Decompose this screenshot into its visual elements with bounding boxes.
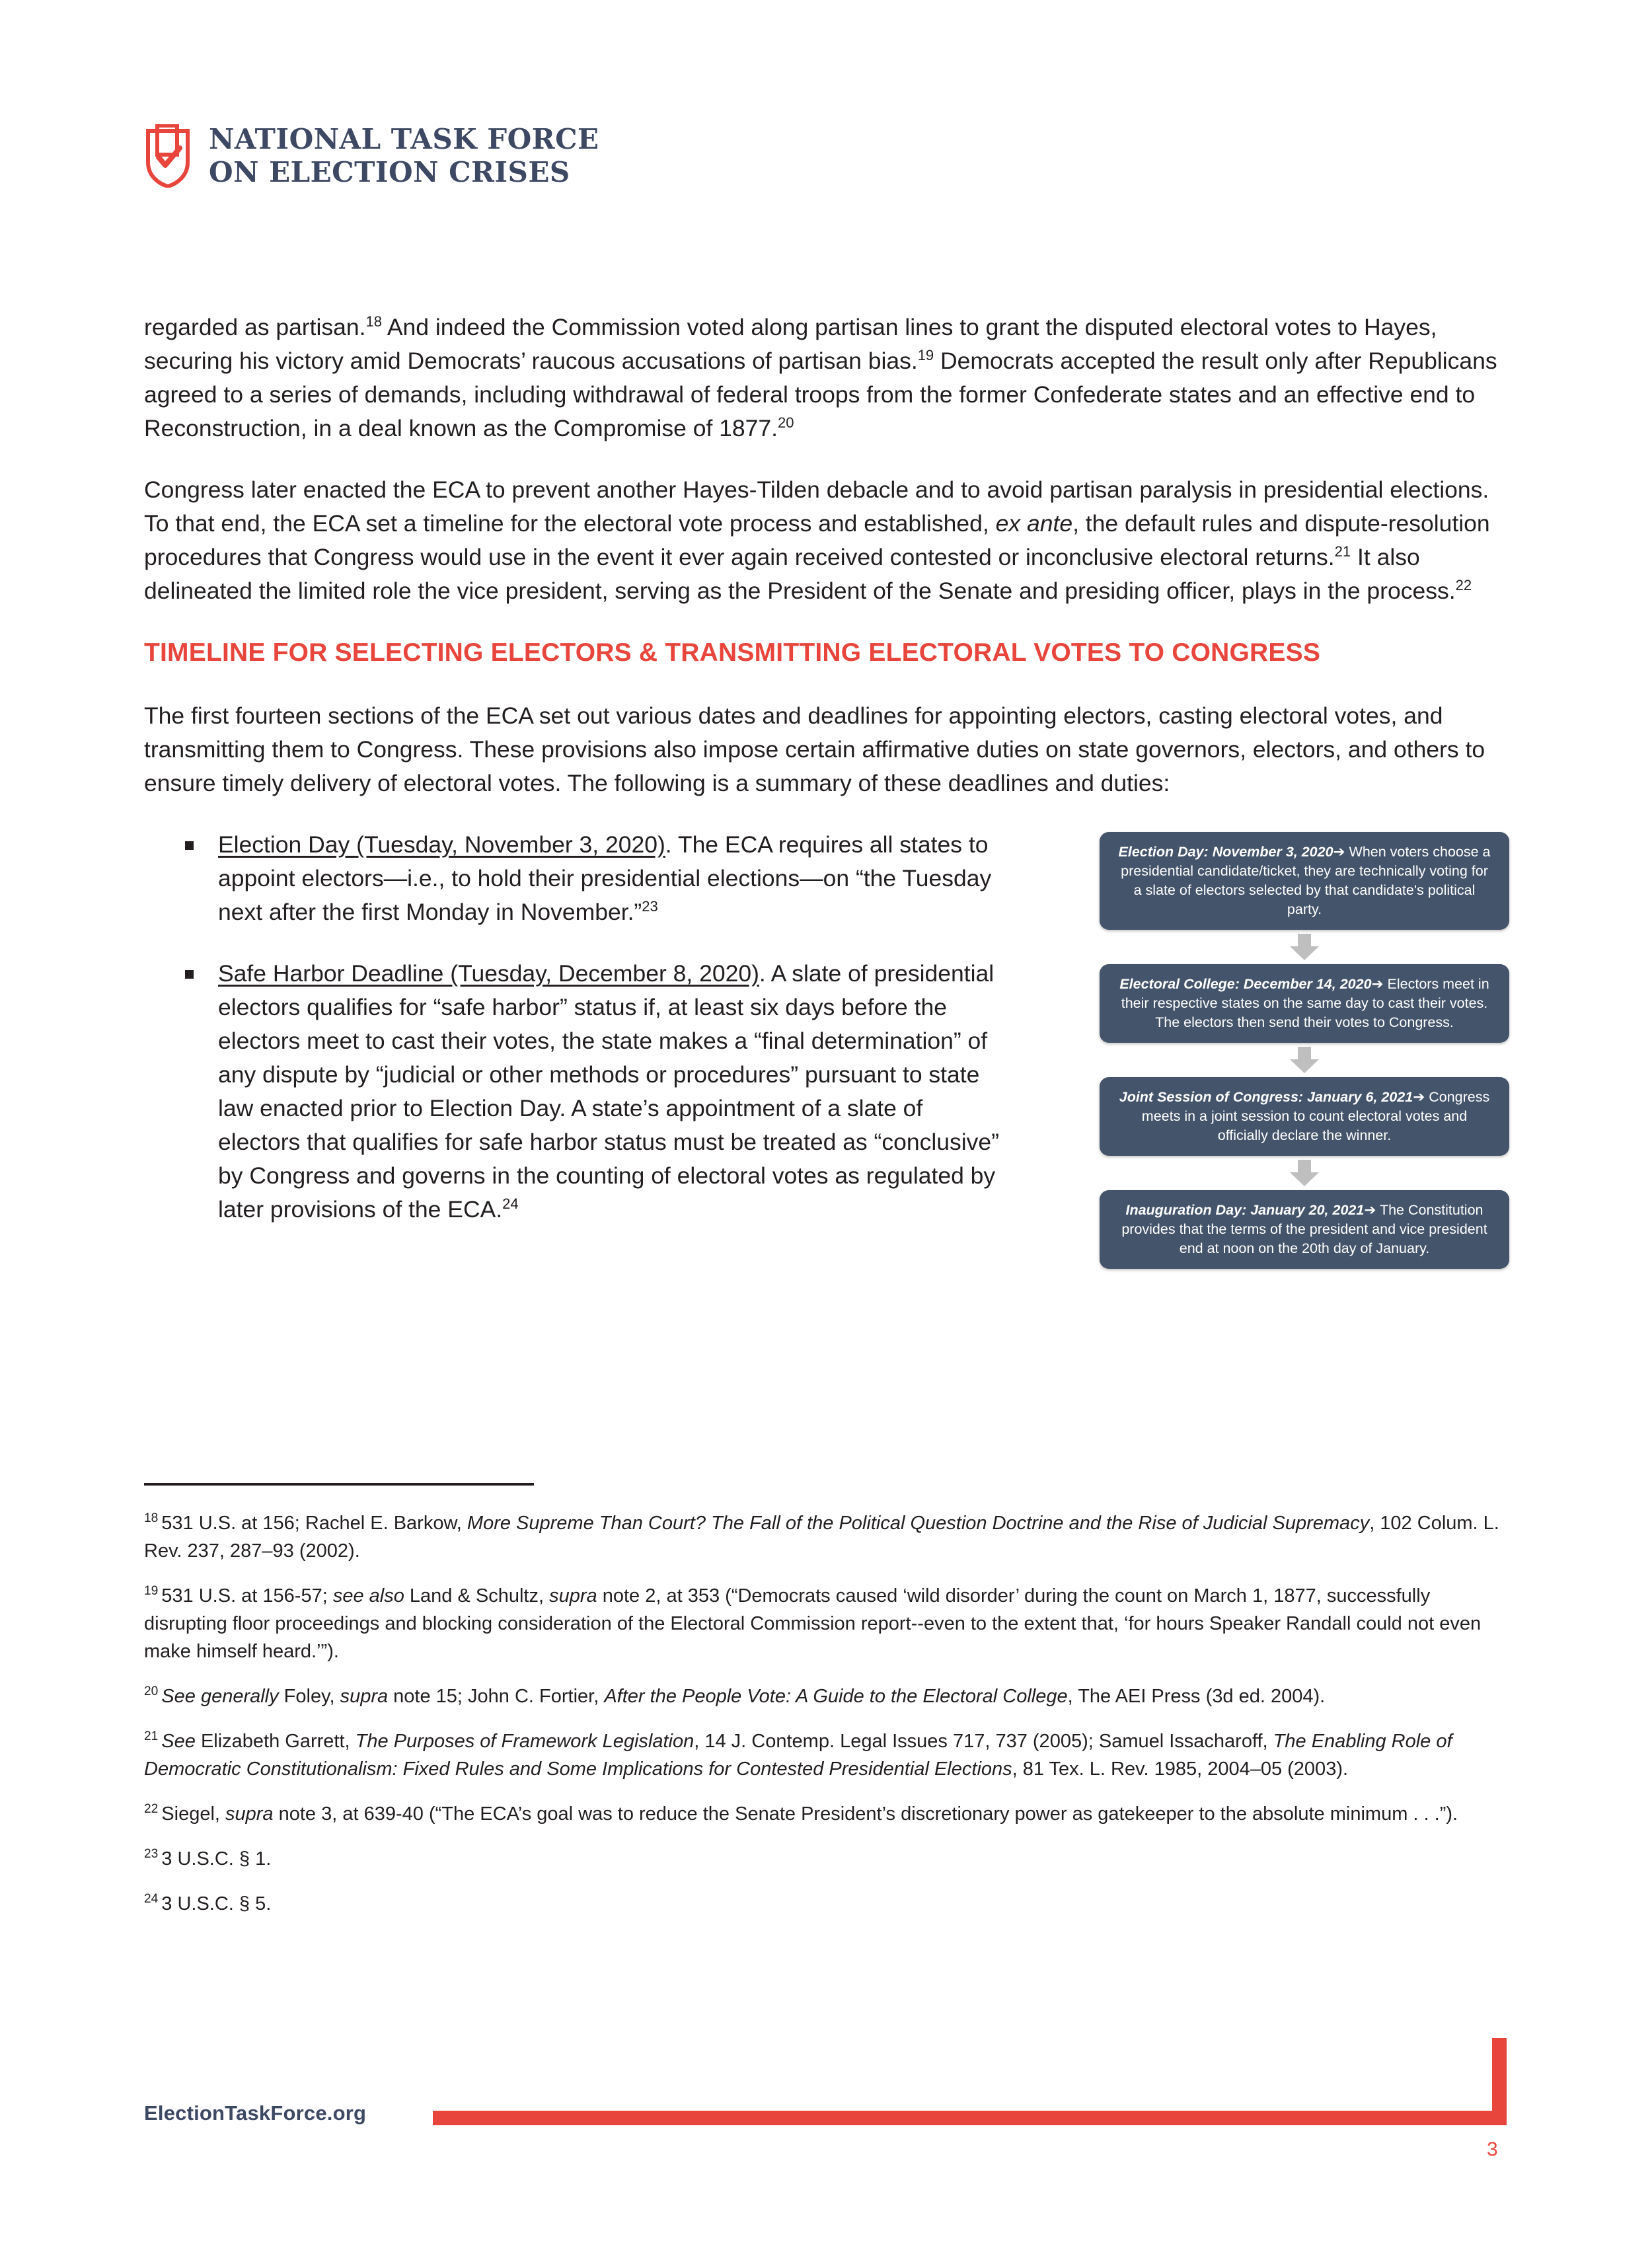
footnote-number: 22 — [144, 1802, 159, 1817]
footnote-24 — [144, 1890, 1509, 1918]
flow-step-title: Electoral College: December 14, 2020 — [1119, 976, 1372, 992]
bullets-and-flowchart — [144, 828, 1509, 1256]
footnote-text-run: Land & Schultz, — [404, 1585, 550, 1606]
section-title: TIMELINE FOR SELECTING ELECTORS & TRANSMITTING ELECTORAL VOTES TO CONGRESS — [144, 638, 1321, 667]
footnote-number: 20 — [144, 1684, 159, 1699]
arrow-down-icon — [1290, 934, 1319, 960]
footnote-ref-21: 21 — [1334, 543, 1351, 560]
footnote-text-run: 3 U.S.C. § 1. — [161, 1848, 272, 1869]
footnote-text-run: More Supreme Than Court? The Fall of the Political Question Doctrine and the Rise of Judicial Supremacy — [467, 1513, 1370, 1534]
footnote-ref-24: 24 — [502, 1195, 519, 1213]
footnote-ref-22: 22 — [1455, 577, 1472, 594]
flow-connector — [1100, 1043, 1509, 1077]
footnote-18 — [144, 1509, 1509, 1565]
flow-step-electoral-college — [1100, 964, 1509, 1043]
footnote-text-run: , 81 Tex. L. Rev. 1985, 2004–05 (2003). — [1012, 1758, 1349, 1780]
bullet-list — [144, 828, 1010, 1227]
footnote-ref-19: 19 — [917, 347, 934, 364]
footnote-number: 21 — [144, 1729, 159, 1744]
footnote-text-run: Siegel, — [161, 1803, 226, 1825]
flow-step-joint-session — [1100, 1077, 1509, 1156]
footnote-text-run: The Purposes of Framework Legislation — [355, 1731, 695, 1752]
flow-step-title: Election Day: November 3, 2020 — [1118, 844, 1333, 860]
footnote-text-run: 531 U.S. at 156; Rachel E. Barkow, — [161, 1513, 467, 1534]
deadline-bullets — [144, 828, 1010, 1227]
paragraph-3: The first fourteen sections of the ECA set out various dates and deadlines for appointing electors, casting electoral votes, and transmitting them to Congress. These provisions also impose certain affirmative duties on state governors, electors, and others to ensure timely delivery of electoral votes. The following is a summary of these deadlines and duties: — [144, 702, 1485, 796]
paragraph-2-part-2: , the default rules and dispute-resolution procedures that Congress would use in the event it ever again received contested or inconclusive electoral returns. — [144, 510, 1490, 570]
footnote-text-run: The Enabling Role of Democratic Constitutionalism: Fixed Rules and Some Implications for Contested Presidential Elections — [144, 1731, 1452, 1780]
footnote-ref-18: 18 — [365, 313, 382, 330]
paragraph-1-part-3: Democrats accepted the result only after Republicans agreed to a series of demands, including withdrawal of federal troops from the former Confederate states and an effective end to Reconstruction, in a deal known as the Compromise of 1877. — [144, 348, 1497, 441]
flow-connector — [1100, 1156, 1509, 1190]
list-item — [144, 828, 1010, 929]
right-arrow-icon: ➔ — [1371, 976, 1384, 992]
footnote-list — [144, 1509, 1509, 1918]
footnote-text-run: After the People Vote: A Guide to the Electoral College — [604, 1686, 1068, 1707]
list-item — [144, 957, 1010, 1227]
flow-step-title: Inauguration Day: January 20, 2021 — [1125, 1202, 1365, 1218]
organization-name-line1: NATIONAL TASK FORCE — [209, 123, 599, 155]
paragraph-1-part-2: And indeed the Commission voted along partisan lines to grant the disputed electoral votes to Hayes, securing his victory amid Democrats’ raucous accusations of partisan bias. — [144, 314, 1437, 374]
footnote-text-run: See — [161, 1731, 196, 1752]
footnote-23 — [144, 1845, 1509, 1873]
flow-step-title: Joint Session of Congress: January 6, 2021 — [1119, 1089, 1413, 1105]
right-arrow-icon: ➔ — [1413, 1089, 1425, 1105]
footnote-text-run: supra — [340, 1686, 389, 1707]
flow-step-description: Electors meet in their respective states on the same day to cast their votes. The electors then send their votes to Congress. — [1121, 976, 1489, 1030]
arrow-down-icon — [1290, 1160, 1319, 1186]
paragraph-2-part-3: It also delineated the limited role the vice president, serving as the President of the Senate and presiding officer, plays in the process. — [144, 544, 1456, 604]
bullet-lead-in: Safe Harbor Deadline (Tuesday, December 8, 2020) — [218, 960, 759, 987]
bullet-lead-in: Election Day (Tuesday, November 3, 2020) — [218, 831, 665, 858]
shield-check-ballot-icon — [144, 124, 192, 188]
footnote-text-run: , The AEI Press (3d ed. 2004). — [1067, 1686, 1326, 1707]
footnote-separator-rule — [144, 1483, 534, 1486]
footnote-text-run: supra — [225, 1803, 274, 1825]
footer-website[interactable]: ElectionTaskForce.org — [144, 2101, 367, 2125]
flow-step-description: Congress meets in a joint session to count electoral votes and officially declare the winner. — [1141, 1089, 1490, 1143]
footnote-text-run: 531 U.S. at 156-57; — [161, 1585, 333, 1606]
page-number: 3 — [1487, 2138, 1498, 2160]
footnote-text-run: See generally — [161, 1686, 279, 1707]
flow-connector — [1100, 930, 1509, 964]
paragraph-2-italic-ex-ante: ex ante — [995, 510, 1073, 537]
square-bullet-icon — [185, 970, 194, 979]
footnote-ref-23: 23 — [642, 898, 658, 915]
footnote-text-run: supra — [549, 1585, 597, 1606]
right-arrow-icon: ➔ — [1364, 1202, 1376, 1218]
footnote-number: 18 — [144, 1511, 159, 1526]
footnote-text-run: 3 U.S.C. § 5. — [161, 1893, 272, 1914]
right-arrow-icon: ➔ — [1333, 844, 1345, 860]
footnote-text-run: see also — [332, 1585, 404, 1606]
footnote-text-run: Foley, — [278, 1686, 340, 1707]
flow-step-election-day — [1100, 832, 1509, 930]
footnote-number: 19 — [144, 1584, 159, 1599]
footnote-21 — [144, 1727, 1509, 1783]
flow-step-description: The Constitution provides that the terms of the president and vice president end at noon on the 20th day of January. — [1121, 1202, 1487, 1256]
footnotes-section — [144, 1483, 1509, 1935]
footnote-text-run: , 102 Colum. L. Rev. 237, 287–93 (2002). — [144, 1513, 1499, 1562]
document-header — [144, 123, 599, 188]
paragraph-2 — [144, 473, 1509, 608]
arrow-down-icon — [1290, 1047, 1319, 1073]
timeline-flowchart — [1100, 832, 1509, 1269]
footnote-19 — [144, 1582, 1509, 1665]
footnote-text-run: , 14 J. Contemp. Legal Issues 717, 737 (2005); Samuel Issacharoff, — [694, 1731, 1273, 1752]
flow-step-inauguration-day — [1100, 1190, 1509, 1269]
organization-name-line2: ON ELECTION CRISES — [209, 155, 570, 188]
footnote-number: 23 — [144, 1847, 159, 1862]
square-bullet-icon — [185, 841, 194, 850]
flow-step-description: When voters choose a presidential candidate/ticket, they are technically voting for a slate of electors selected by that candidate's political party. — [1121, 844, 1491, 917]
bullet-text: . A slate of presidential electors qualifies for “safe harbor” status if, at least six days before the electors meet to cast their votes, the state makes a “final determination” of any dispute by “judicial or other methods or procedures” pursuant to state law enacted prior to Election Day. A state’s appointment of a slate of electors that qualifies for safe harbor status must be treated as “conclusive” by Congress and governs in the counting of electoral votes as regulated by later provisions of the ECA. — [218, 960, 999, 1223]
document-body — [144, 311, 1509, 1254]
paragraph-1 — [144, 311, 1509, 445]
footnote-20 — [144, 1682, 1509, 1710]
footnote-text-run: Elizabeth Garrett, — [195, 1731, 356, 1752]
footnote-ref-20: 20 — [778, 414, 794, 432]
bullet-text: . The ECA requires all states to appoint electors—i.e., to hold their presidential elections—on “the Tuesday next after the first Monday in November.” — [218, 831, 992, 925]
footer-accent-bar — [433, 2111, 1507, 2125]
footer-accent-riser — [1492, 2038, 1507, 2125]
page-footer — [0, 2101, 1652, 2234]
footnote-text-run: note 15; John C. Fortier, — [388, 1686, 605, 1707]
footnote-text-run: note 3, at 639-40 (“The ECA’s goal was to reduce the Senate President’s discretionary power as gatekeeper to the absolute minimum . . .”). — [273, 1803, 1458, 1825]
paragraph-2-part-1: Congress later enacted the ECA to prevent another Hayes-Tilden debacle and to avoid partisan paralysis in presidential elections. To that end, the ECA set a timeline for the electoral vote process and established, — [144, 476, 1489, 537]
footnote-number: 24 — [144, 1892, 159, 1907]
organization-name — [209, 123, 599, 188]
footnote-text-run: note 2, at 353 (“Democrats caused ‘wild disorder’ during the count on March 1, 1877, successfully disrupting floor proceedings and blocking consideration of the Electoral Commission report--even to the extent that, ‘for hours Speaker Randall could not even make himself heard.’”). — [144, 1585, 1482, 1662]
paragraph-1-part-1: regarded as partisan. — [144, 314, 366, 340]
footnote-22 — [144, 1800, 1509, 1828]
